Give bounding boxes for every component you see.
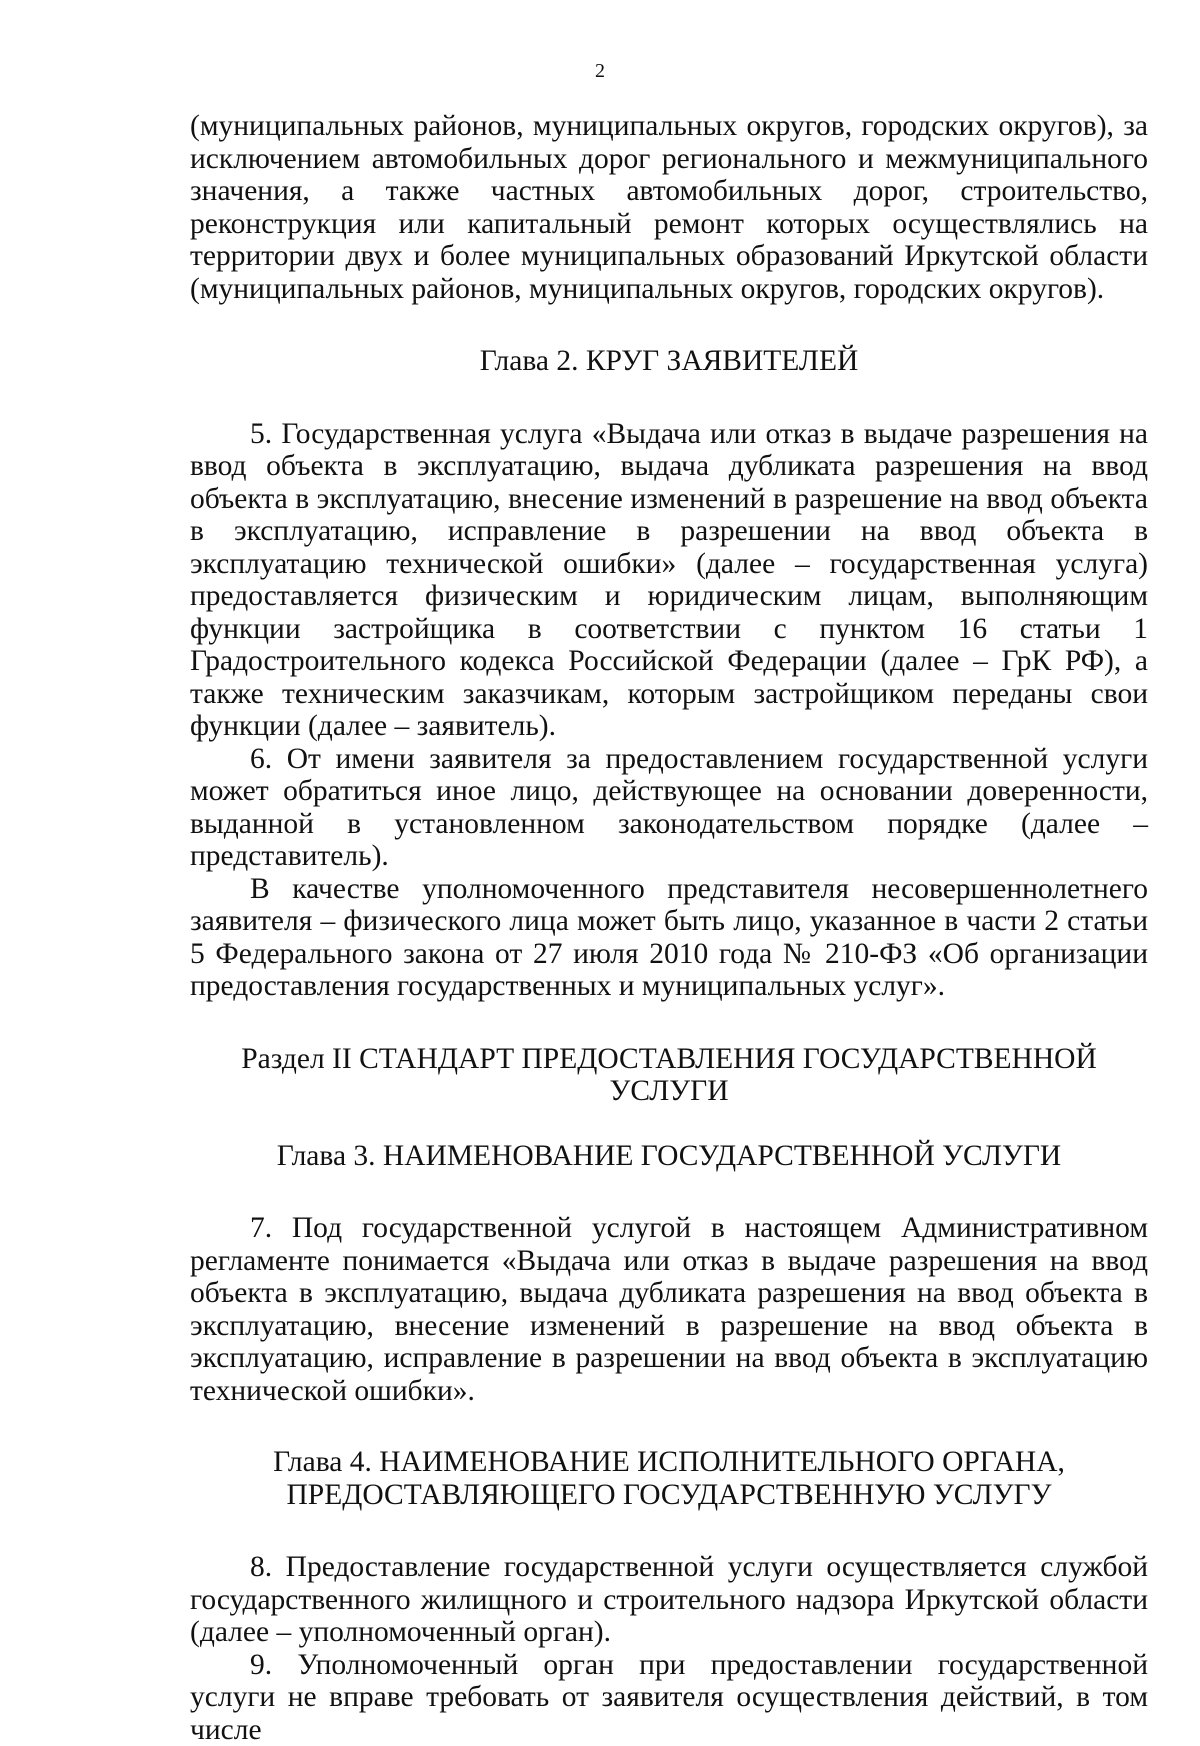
chapter-4-heading (190, 1446, 1148, 1511)
chapter-3-heading: Глава 3. НАИМЕНОВАНИЕ ГОСУДАРСТВЕННОЙ УСЛУГИ (190, 1140, 1148, 1173)
paragraph-7: 7. Под государственной услугой в настоящем Административном регламенте понимается «Выдача или отказ в выдаче разрешения на ввод объекта в эксплуатацию, выдача дубликата разрешения на ввод объекта в эксплуатацию, внесение изменений в разрешение на ввод объекта в эксплуатацию, исправление в разрешении на ввод объекта в эксплуатацию технической ошибки». (190, 1212, 1148, 1407)
intro-paragraph: (муниципальных районов, муниципальных округов, городских округов), за исключением автомобильных дорог регионального и межмуниципального значения, а также частных автомобильных дорог, строительство, реконструкция или капитальный ремонт которых осуществлялись на территории двух и более муниципальных образований Иркутской области (муниципальных районов, муниципальных округов, городских округов). (190, 110, 1148, 305)
paragraph-6-continuation: В качестве уполномоченного представителя несовершеннолетнего заявителя – физического лица может быть лицо, указанное в части 2 статьи 5 Федерального закона от 27 июля 2010 года № 210-ФЗ «Об организации предоставления государственных и муниципальных услуг». (190, 873, 1148, 1003)
paragraph-5: 5. Государственная услуга «Выдача или отказ в выдаче разрешения на ввод объекта в эксплуатацию, выдача дубликата разрешения на ввод объекта в эксплуатацию, внесение изменений в разрешение на ввод объекта в эксплуатацию, исправление в разрешении на ввод объекта в эксплуатацию технической ошибки» (далее – государственная услуга) предоставляется физическим и юридическим лицам, выполняющим функции застройщика в соответствии с пунктом 16 статьи 1 Градостроительного кодекса Российской Федерации (далее – ГрК РФ), а также техническим заказчикам, которым застройщиком переданы свои функции (далее – заявитель). (190, 418, 1148, 743)
chapter-4-heading-line-1: Глава 4. НАИМЕНОВАНИЕ ИСПОЛНИТЕЛЬНОГО ОРГАНА, (190, 1446, 1148, 1479)
document-body (190, 110, 1148, 1746)
chapter-4-heading-line-2: ПРЕДОСТАВЛЯЮЩЕГО ГОСУДАРСТВЕННУЮ УСЛУГУ (190, 1479, 1148, 1512)
page-number: 2 (0, 60, 1200, 83)
paragraph-9: 9. Уполномоченный орган при предоставлении государственной услуги не вправе требовать от заявителя осуществления действий, в том числе (190, 1649, 1148, 1746)
paragraph-8: 8. Предоставление государственной услуги осуществляется службой государственного жилищного и строительного надзора Иркутской области (далее – уполномоченный орган). (190, 1551, 1148, 1649)
section-2-heading: Раздел II СТАНДАРТ ПРЕДОСТАВЛЕНИЯ ГОСУДАРСТВЕННОЙ УСЛУГИ (190, 1043, 1148, 1108)
paragraph-6: 6. От имени заявителя за предоставлением государственной услуги может обратиться иное лицо, действующее на основании доверенности, выданной в установленном законодательством порядке (далее – представитель). (190, 743, 1148, 873)
chapter-2-heading: Глава 2. КРУГ ЗАЯВИТЕЛЕЙ (190, 345, 1148, 378)
